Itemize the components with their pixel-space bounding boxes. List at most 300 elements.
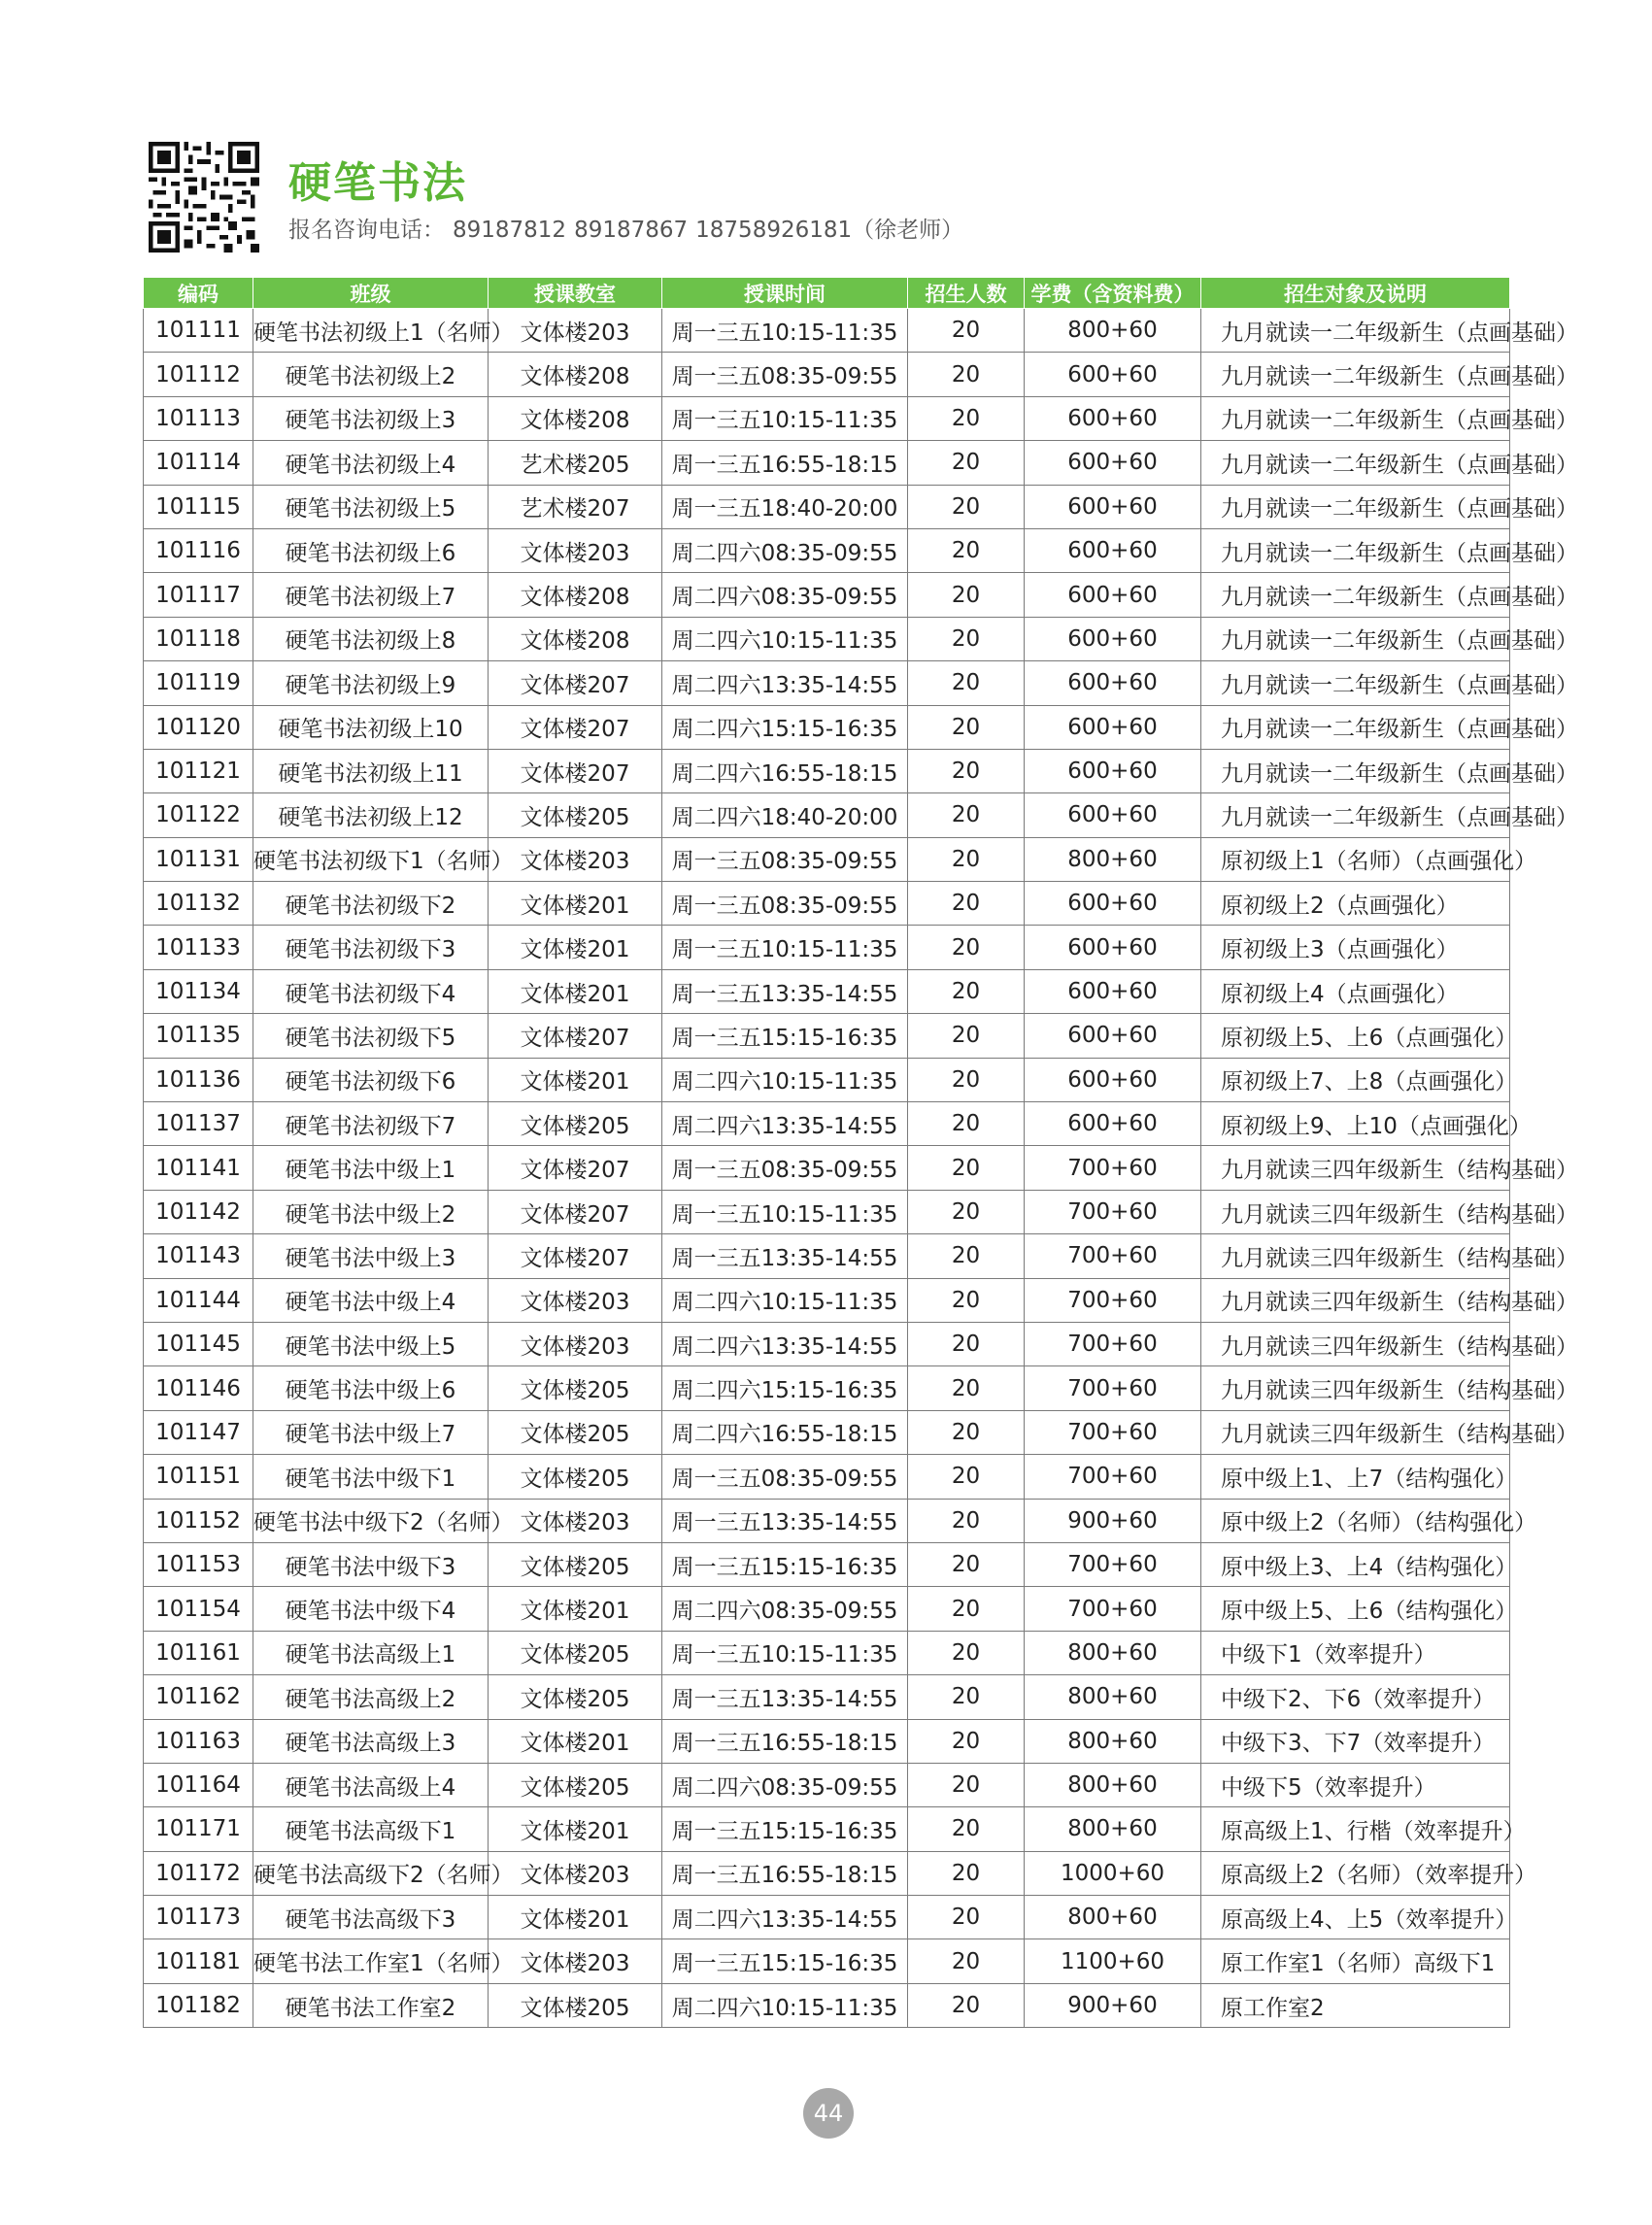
cell-room: 文体楼203 [489,528,662,572]
cell-capacity: 20 [908,1499,1025,1542]
cell-class: 硬笔书法高级上2 [253,1675,489,1719]
cell-note: 九月就读三四年级新生（结构基础） [1201,1322,1510,1365]
cell-time: 周一三五10:15-11:35 [662,1190,908,1233]
table-row [144,353,1510,396]
table-row [144,1851,1510,1895]
cell-time: 周二四六13:35-14:55 [662,1896,908,1939]
cell-code: 101162 [144,1675,253,1719]
cell-capacity: 20 [908,573,1025,617]
cell-capacity: 20 [908,705,1025,749]
cell-note: 九月就读一二年级新生（点画基础） [1201,528,1510,572]
cell-note: 九月就读一二年级新生（点画基础） [1201,441,1510,485]
cell-capacity: 20 [908,1410,1025,1454]
cell-code: 101119 [144,661,253,705]
cell-room: 文体楼205 [489,1410,662,1454]
cell-note: 原初级上5、上6（点画强化） [1201,1014,1510,1058]
cell-note: 九月就读一二年级新生（点画基础） [1201,617,1510,660]
cell-note: 原初级上7、上8（点画强化） [1201,1058,1510,1101]
cell-class: 硬笔书法初级上10 [253,705,489,749]
cell-note: 原初级上3（点画强化） [1201,926,1510,969]
cell-fee: 600+60 [1025,1058,1201,1101]
cell-code: 101131 [144,837,253,881]
table-row [144,1366,1510,1410]
qr-code-image [149,142,259,253]
cell-note: 原工作室2 [1201,1983,1510,2027]
cell-class: 硬笔书法初级下5 [253,1014,489,1058]
cell-class: 硬笔书法初级上9 [253,661,489,705]
cell-capacity: 20 [908,1455,1025,1499]
table-row [144,573,1510,617]
table-row [144,1234,1510,1278]
cell-fee: 600+60 [1025,573,1201,617]
cell-code: 101161 [144,1631,253,1674]
cell-code: 101182 [144,1983,253,2027]
table-row [144,309,1510,353]
cell-code: 101171 [144,1807,253,1851]
cell-fee: 600+60 [1025,926,1201,969]
cell-class: 硬笔书法初级下4 [253,969,489,1013]
table-row [144,661,1510,705]
cell-fee: 600+60 [1025,396,1201,440]
table-row [144,837,1510,881]
cell-capacity: 20 [908,1939,1025,1983]
page-number: 44 [803,2088,854,2139]
cell-code: 101151 [144,1455,253,1499]
table-row [144,926,1510,969]
cell-class: 硬笔书法高级下3 [253,1896,489,1939]
cell-room: 文体楼201 [489,882,662,926]
cell-room: 文体楼207 [489,1146,662,1190]
cell-note: 九月就读一二年级新生（点画基础） [1201,353,1510,396]
cell-fee: 700+60 [1025,1322,1201,1365]
cell-class: 硬笔书法中级上2 [253,1190,489,1233]
cell-class: 硬笔书法中级下3 [253,1542,489,1586]
table-row [144,1719,1510,1763]
cell-fee: 700+60 [1025,1146,1201,1190]
cell-fee: 800+60 [1025,1896,1201,1939]
cell-time: 周一三五16:55-18:15 [662,1719,908,1763]
cell-class: 硬笔书法高级上3 [253,1719,489,1763]
cell-class: 硬笔书法初级上4 [253,441,489,485]
cell-fee: 700+60 [1025,1410,1201,1454]
cell-fee: 700+60 [1025,1190,1201,1233]
cell-time: 周二四六08:35-09:55 [662,1587,908,1631]
cell-code: 101145 [144,1322,253,1365]
cell-note: 原中级上5、上6（结构强化） [1201,1587,1510,1631]
cell-capacity: 20 [908,353,1025,396]
cell-code: 101143 [144,1234,253,1278]
cell-note: 九月就读一二年级新生（点画基础） [1201,661,1510,705]
cell-room: 文体楼207 [489,705,662,749]
cell-time: 周一三五15:15-16:35 [662,1542,908,1586]
cell-capacity: 20 [908,749,1025,792]
cell-note: 原初级上2（点画强化） [1201,882,1510,926]
table-row [144,882,1510,926]
cell-note: 中级下1（效率提升） [1201,1631,1510,1674]
cell-class: 硬笔书法初级上8 [253,617,489,660]
cell-fee: 800+60 [1025,309,1201,353]
cell-room: 文体楼205 [489,1455,662,1499]
table-row [144,1190,1510,1233]
cell-time: 周一三五13:35-14:55 [662,1499,908,1542]
cell-code: 101152 [144,1499,253,1542]
cell-note: 原高级上2（名师）（效率提升） [1201,1851,1510,1895]
table-row [144,617,1510,660]
cell-capacity: 20 [908,1146,1025,1190]
cell-note: 九月就读三四年级新生（结构基础） [1201,1278,1510,1322]
phone-number-2: 89187867 [574,218,689,243]
cell-capacity: 20 [908,1366,1025,1410]
cell-code: 101153 [144,1542,253,1586]
cell-capacity: 20 [908,485,1025,528]
cell-note: 原高级上1、行楷（效率提升） [1201,1807,1510,1851]
cell-time: 周一三五10:15-11:35 [662,309,908,353]
cell-class: 硬笔书法高级下2（名师） [253,1851,489,1895]
cell-code: 101118 [144,617,253,660]
cell-room: 文体楼208 [489,396,662,440]
cell-capacity: 20 [908,661,1025,705]
column-header: 班级 [253,278,489,309]
phone-label: 报名咨询电话： [288,218,445,243]
cell-note: 原初级上9、上10（点画强化） [1201,1102,1510,1146]
cell-time: 周二四六08:35-09:55 [662,1763,908,1806]
cell-class: 硬笔书法初级下1（名师） [253,837,489,881]
cell-capacity: 20 [908,528,1025,572]
cell-room: 文体楼205 [489,1763,662,1806]
cell-fee: 800+60 [1025,1675,1201,1719]
cell-class: 硬笔书法高级上1 [253,1631,489,1674]
cell-room: 文体楼203 [489,1278,662,1322]
table-row [144,1278,1510,1322]
table-row [144,705,1510,749]
cell-time: 周一三五13:35-14:55 [662,969,908,1013]
cell-time: 周一三五15:15-16:35 [662,1014,908,1058]
cell-capacity: 20 [908,1896,1025,1939]
cell-fee: 600+60 [1025,1102,1201,1146]
cell-room: 文体楼201 [489,1058,662,1101]
cell-capacity: 20 [908,1675,1025,1719]
cell-time: 周二四六16:55-18:15 [662,1410,908,1454]
cell-class: 硬笔书法中级下2（名师） [253,1499,489,1542]
cell-fee: 800+60 [1025,1763,1201,1806]
cell-room: 文体楼207 [489,1014,662,1058]
table-row [144,528,1510,572]
cell-room: 文体楼207 [489,1234,662,1278]
cell-class: 硬笔书法高级上4 [253,1763,489,1806]
table-row [144,396,1510,440]
table-row [144,793,1510,837]
cell-time: 周一三五10:15-11:35 [662,396,908,440]
table-row [144,1455,1510,1499]
cell-time: 周二四六10:15-11:35 [662,1983,908,2027]
cell-code: 101117 [144,573,253,617]
cell-time: 周二四六13:35-14:55 [662,1102,908,1146]
cell-code: 101133 [144,926,253,969]
cell-code: 101141 [144,1146,253,1190]
cell-capacity: 20 [908,1587,1025,1631]
cell-room: 文体楼205 [489,1983,662,2027]
cell-note: 九月就读一二年级新生（点画基础） [1201,793,1510,837]
cell-capacity: 20 [908,1807,1025,1851]
cell-class: 硬笔书法初级下2 [253,882,489,926]
cell-code: 101172 [144,1851,253,1895]
cell-room: 文体楼207 [489,749,662,792]
table-row [144,1675,1510,1719]
table-row [144,1102,1510,1146]
cell-class: 硬笔书法初级上12 [253,793,489,837]
cell-capacity: 20 [908,617,1025,660]
course-schedule-table [143,277,1578,2028]
cell-time: 周一三五15:15-16:35 [662,1939,908,1983]
cell-note: 原高级上4、上5（效率提升） [1201,1896,1510,1939]
cell-room: 文体楼205 [489,1675,662,1719]
cell-time: 周二四六08:35-09:55 [662,528,908,572]
cell-capacity: 20 [908,1763,1025,1806]
cell-fee: 600+60 [1025,969,1201,1013]
cell-room: 文体楼203 [489,1939,662,1983]
cell-code: 101137 [144,1102,253,1146]
cell-capacity: 20 [908,396,1025,440]
cell-fee: 900+60 [1025,1499,1201,1542]
cell-fee: 600+60 [1025,749,1201,792]
table-row [144,1410,1510,1454]
cell-capacity: 20 [908,441,1025,485]
cell-note: 九月就读一二年级新生（点画基础） [1201,705,1510,749]
cell-time: 周一三五15:15-16:35 [662,1807,908,1851]
cell-class: 硬笔书法初级上3 [253,396,489,440]
cell-class: 硬笔书法中级下4 [253,1587,489,1631]
cell-capacity: 20 [908,1190,1025,1233]
cell-class: 硬笔书法初级上7 [253,573,489,617]
cell-class: 硬笔书法中级上5 [253,1322,489,1365]
table-row [144,1983,1510,2027]
cell-code: 101114 [144,441,253,485]
cell-time: 周二四六15:15-16:35 [662,1366,908,1410]
cell-time: 周二四六10:15-11:35 [662,1278,908,1322]
cell-code: 101112 [144,353,253,396]
table-row [144,749,1510,792]
cell-code: 101144 [144,1278,253,1322]
cell-time: 周一三五08:35-09:55 [662,353,908,396]
cell-time: 周二四六13:35-14:55 [662,1322,908,1365]
cell-class: 硬笔书法中级上1 [253,1146,489,1190]
cell-capacity: 20 [908,1278,1025,1322]
table-row [144,1322,1510,1365]
cell-room: 文体楼203 [489,1322,662,1365]
cell-room: 文体楼201 [489,1719,662,1763]
cell-room: 文体楼201 [489,969,662,1013]
cell-note: 九月就读三四年级新生（结构基础） [1201,1234,1510,1278]
cell-code: 101136 [144,1058,253,1101]
table-row [144,1014,1510,1058]
cell-room: 文体楼201 [489,1896,662,1939]
cell-capacity: 20 [908,882,1025,926]
cell-room: 文体楼207 [489,661,662,705]
cell-class: 硬笔书法中级下1 [253,1455,489,1499]
cell-room: 文体楼208 [489,573,662,617]
cell-note: 九月就读三四年级新生（结构基础） [1201,1190,1510,1233]
cell-note: 原初级上4（点画强化） [1201,969,1510,1013]
cell-time: 周一三五16:55-18:15 [662,441,908,485]
cell-fee: 600+60 [1025,485,1201,528]
cell-time: 周二四六10:15-11:35 [662,617,908,660]
cell-room: 文体楼205 [489,1542,662,1586]
cell-class: 硬笔书法初级下6 [253,1058,489,1101]
cell-fee: 600+60 [1025,793,1201,837]
table-row [144,1631,1510,1674]
cell-room: 文体楼205 [489,1631,662,1674]
cell-room: 文体楼208 [489,353,662,396]
table-row [144,1587,1510,1631]
cell-time: 周一三五16:55-18:15 [662,1851,908,1895]
cell-fee: 600+60 [1025,705,1201,749]
cell-time: 周一三五08:35-09:55 [662,1146,908,1190]
cell-fee: 700+60 [1025,1542,1201,1586]
cell-note: 九月就读一二年级新生（点画基础） [1201,573,1510,617]
cell-fee: 800+60 [1025,1631,1201,1674]
contact-phones [288,212,971,244]
cell-capacity: 20 [908,837,1025,881]
cell-fee: 900+60 [1025,1983,1201,2027]
cell-room: 文体楼205 [489,793,662,837]
cell-code: 101115 [144,485,253,528]
page-title: 硬笔书法 [288,158,467,208]
cell-class: 硬笔书法初级上2 [253,353,489,396]
cell-fee: 700+60 [1025,1455,1201,1499]
cell-note: 中级下3、下7（效率提升） [1201,1719,1510,1763]
cell-capacity: 20 [908,1542,1025,1586]
cell-time: 周一三五18:40-20:00 [662,485,908,528]
cell-code: 101120 [144,705,253,749]
cell-time: 周一三五08:35-09:55 [662,882,908,926]
cell-code: 101116 [144,528,253,572]
cell-code: 101134 [144,969,253,1013]
cell-note: 九月就读三四年级新生（结构基础） [1201,1146,1510,1190]
table-row [144,441,1510,485]
column-header: 招生对象及说明 [1201,278,1510,309]
cell-capacity: 20 [908,969,1025,1013]
cell-time: 周一三五10:15-11:35 [662,1631,908,1674]
cell-code: 101135 [144,1014,253,1058]
table-row [144,1763,1510,1806]
cell-time: 周一三五08:35-09:55 [662,1455,908,1499]
cell-capacity: 20 [908,309,1025,353]
cell-fee: 600+60 [1025,528,1201,572]
cell-class: 硬笔书法工作室2 [253,1983,489,2027]
cell-code: 101146 [144,1366,253,1410]
cell-fee: 1000+60 [1025,1851,1201,1895]
cell-note: 原初级上1（名师）（点画强化） [1201,837,1510,881]
cell-fee: 600+60 [1025,882,1201,926]
cell-note: 原工作室1（名师）高级下1 [1201,1939,1510,1983]
cell-note: 九月就读一二年级新生（点画基础） [1201,485,1510,528]
cell-note: 九月就读一二年级新生（点画基础） [1201,309,1510,353]
cell-time: 周一三五10:15-11:35 [662,926,908,969]
cell-capacity: 20 [908,1631,1025,1674]
table-row [144,1146,1510,1190]
cell-note: 九月就读一二年级新生（点画基础） [1201,396,1510,440]
cell-code: 101132 [144,882,253,926]
cell-fee: 800+60 [1025,1807,1201,1851]
cell-time: 周二四六08:35-09:55 [662,573,908,617]
cell-capacity: 20 [908,793,1025,837]
cell-capacity: 20 [908,926,1025,969]
cell-room: 文体楼207 [489,1190,662,1233]
cell-time: 周二四六10:15-11:35 [662,1058,908,1101]
cell-capacity: 20 [908,1234,1025,1278]
cell-time: 周二四六18:40-20:00 [662,793,908,837]
cell-class: 硬笔书法中级上6 [253,1366,489,1410]
cell-fee: 600+60 [1025,1014,1201,1058]
cell-code: 101122 [144,793,253,837]
cell-fee: 700+60 [1025,1234,1201,1278]
cell-time: 周二四六16:55-18:15 [662,749,908,792]
cell-class: 硬笔书法初级上1（名师） [253,309,489,353]
cell-room: 艺术楼205 [489,441,662,485]
cell-code: 101111 [144,309,253,353]
cell-room: 文体楼203 [489,309,662,353]
cell-time: 周一三五13:35-14:55 [662,1675,908,1719]
cell-time: 周二四六13:35-14:55 [662,661,908,705]
cell-class: 硬笔书法高级下1 [253,1807,489,1851]
cell-capacity: 20 [908,1322,1025,1365]
cell-capacity: 20 [908,1719,1025,1763]
cell-room: 文体楼208 [489,617,662,660]
cell-code: 101113 [144,396,253,440]
cell-class: 硬笔书法初级下3 [253,926,489,969]
cell-note: 九月就读一二年级新生（点画基础） [1201,749,1510,792]
table-row [144,1542,1510,1586]
phone-number-3: 18758926181（徐老师） [695,218,964,243]
cell-room: 文体楼205 [489,1366,662,1410]
table-row [144,1058,1510,1101]
cell-room: 文体楼203 [489,837,662,881]
cell-note: 原中级上3、上4（结构强化） [1201,1542,1510,1586]
cell-room: 艺术楼207 [489,485,662,528]
cell-room: 文体楼203 [489,1851,662,1895]
cell-code: 101121 [144,749,253,792]
cell-time: 周一三五08:35-09:55 [662,837,908,881]
cell-class: 硬笔书法中级上3 [253,1234,489,1278]
cell-room: 文体楼205 [489,1102,662,1146]
cell-capacity: 20 [908,1983,1025,2027]
cell-room: 文体楼201 [489,1587,662,1631]
cell-note: 九月就读三四年级新生（结构基础） [1201,1366,1510,1410]
cell-fee: 700+60 [1025,1587,1201,1631]
table-row [144,1896,1510,1939]
cell-code: 101163 [144,1719,253,1763]
cell-note: 中级下5（效率提升） [1201,1763,1510,1806]
cell-class: 硬笔书法初级上6 [253,528,489,572]
cell-capacity: 20 [908,1014,1025,1058]
cell-capacity: 20 [908,1102,1025,1146]
cell-fee: 800+60 [1025,1719,1201,1763]
cell-class: 硬笔书法工作室1（名师） [253,1939,489,1983]
table-row [144,1939,1510,1983]
cell-room: 文体楼203 [489,1499,662,1542]
cell-class: 硬笔书法中级上7 [253,1410,489,1454]
column-header: 招生人数 [908,278,1025,309]
cell-class: 硬笔书法初级上11 [253,749,489,792]
cell-fee: 600+60 [1025,661,1201,705]
column-header: 授课时间 [662,278,908,309]
cell-fee: 600+60 [1025,353,1201,396]
table-row [144,485,1510,528]
cell-capacity: 20 [908,1851,1025,1895]
cell-room: 文体楼201 [489,926,662,969]
cell-fee: 600+60 [1025,617,1201,660]
cell-code: 101142 [144,1190,253,1233]
